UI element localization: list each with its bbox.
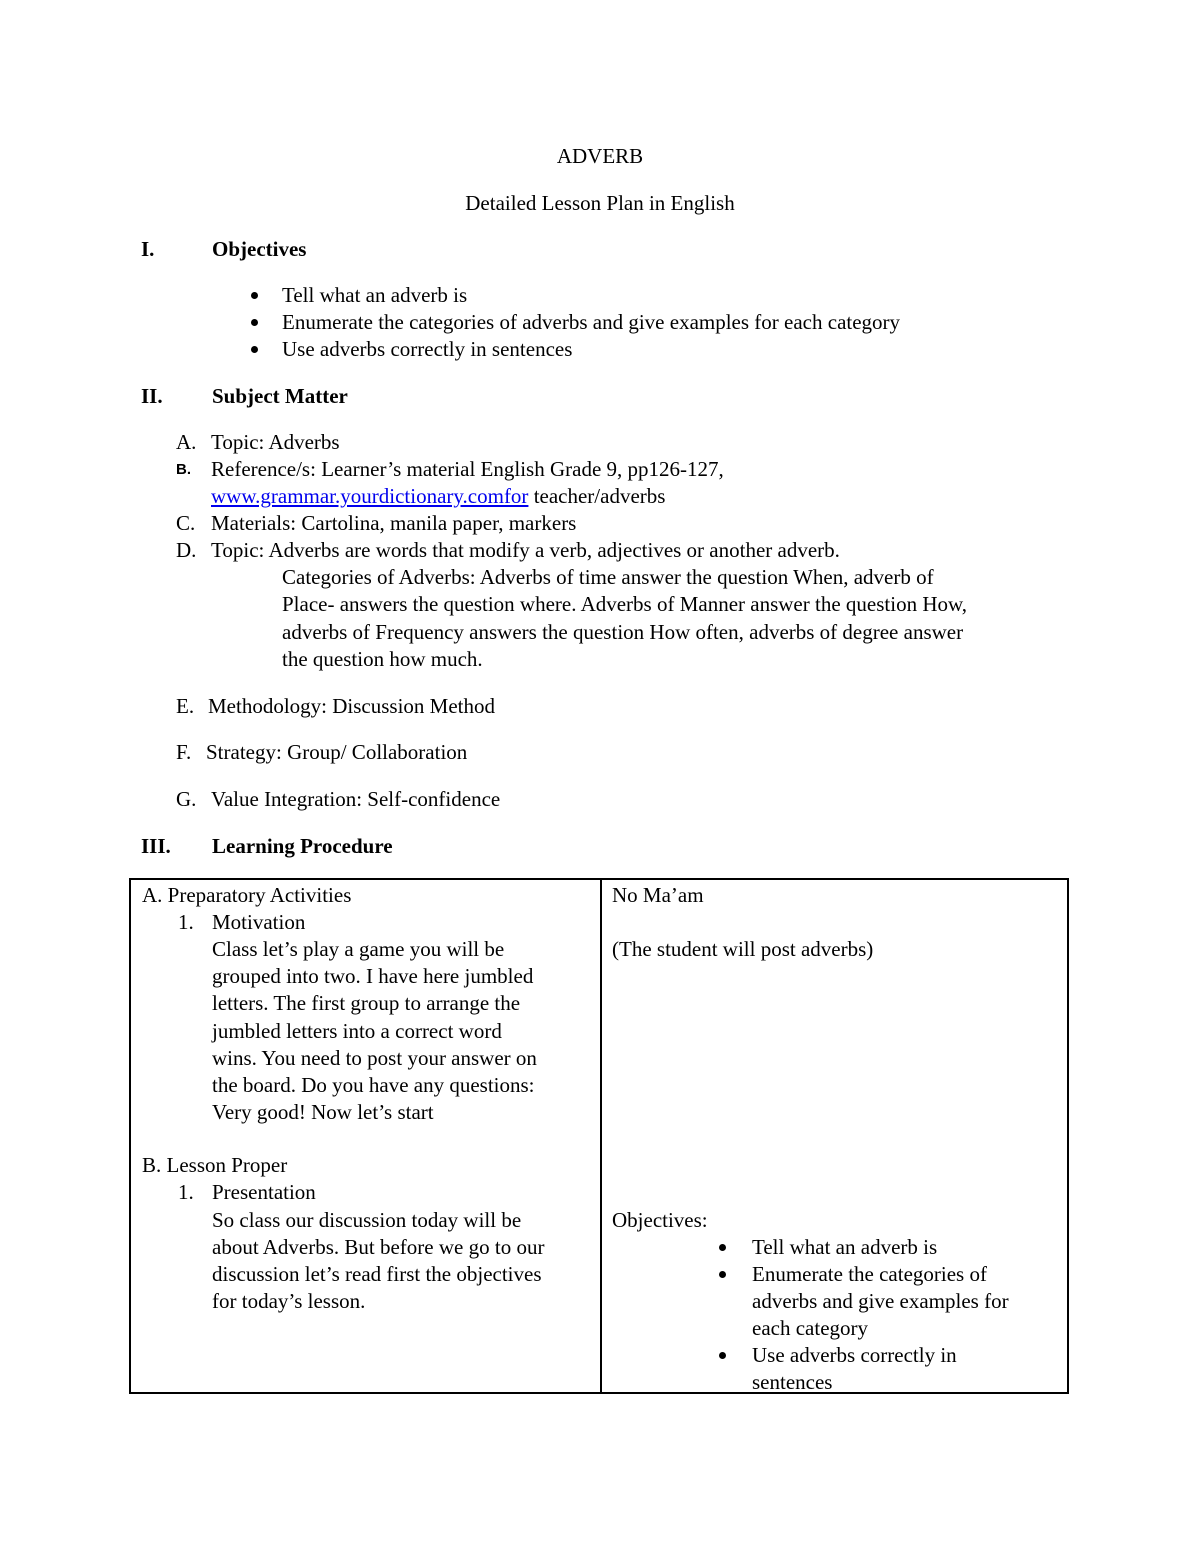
- objective-item: Use adverbs correctly in sentences: [282, 337, 573, 361]
- categories-line: the question how much.: [282, 647, 483, 671]
- list-label-a: A.: [176, 430, 197, 454]
- categories-line: Place- answers the question where. Adverbs of Manner answer the question How,: [282, 592, 968, 616]
- categories-line: adverbs of Frequency answers the question How often, adverbs of degree answer: [282, 620, 964, 644]
- materials-line: Materials: Cartolina, manila paper, markers: [211, 511, 577, 535]
- table-objective-item: Use adverbs correctly in: [752, 1343, 957, 1367]
- section-heading-objectives: Objectives: [212, 237, 307, 261]
- presentation-number: 1.: [178, 1180, 194, 1204]
- motivation-line: grouped into two. I have here jumbled: [212, 964, 534, 988]
- student-reply: No Ma’am: [612, 883, 704, 907]
- table-objective-item: Tell what an adverb is: [752, 1235, 938, 1259]
- motivation-line: the board. Do you have any questions:: [212, 1073, 535, 1097]
- list-label-c: C.: [176, 511, 196, 535]
- bullet-icon: [719, 1352, 726, 1359]
- table-objective-item: adverbs and give examples for: [752, 1289, 1009, 1313]
- bullet-icon: [251, 319, 258, 326]
- section-numeral-objectives: I.: [141, 237, 155, 261]
- motivation-line: Class let’s play a game you will be: [212, 937, 505, 961]
- motivation-line: Very good! Now let’s start: [212, 1100, 434, 1124]
- topic-line: Topic: Adverbs: [211, 430, 340, 454]
- list-label-e: E.: [176, 694, 195, 718]
- list-label-g: G.: [176, 787, 197, 811]
- table-objective-item: each category: [752, 1316, 869, 1340]
- value-integration-line: Value Integration: Self-confidence: [211, 787, 501, 811]
- objective-item: Tell what an adverb is: [282, 283, 468, 307]
- table-objective-item: sentences: [752, 1370, 833, 1394]
- motivation-line: letters. The first group to arrange the: [212, 991, 521, 1015]
- table-objective-item: Enumerate the categories of: [752, 1262, 987, 1286]
- reference-link[interactable]: www.grammar.yourdictionary.comfor: [211, 484, 529, 508]
- categories-line: Categories of Adverbs: Adverbs of time answer the question When, adverb of: [282, 565, 934, 589]
- section-numeral-procedure: III.: [141, 834, 171, 858]
- reference-line: Reference/s: Learner’s material English Grade 9, pp126-127,: [211, 457, 724, 481]
- presentation-line: discussion let’s read first the objectives: [212, 1262, 542, 1286]
- list-label-d: D.: [176, 538, 197, 562]
- presentation-line: for today’s lesson.: [212, 1289, 366, 1313]
- reference-link-tail: teacher/adverbs: [528, 484, 666, 508]
- section-heading-procedure: Learning Procedure: [212, 834, 393, 858]
- section-heading-subject-matter: Subject Matter: [212, 384, 348, 408]
- section-numeral-subject-matter: II.: [141, 384, 163, 408]
- reference-link-line: [211, 483, 665, 510]
- doc-subtitle: Detailed Lesson Plan in English: [465, 191, 735, 215]
- list-label-f: F.: [176, 740, 192, 764]
- lesson-proper-heading: B. Lesson Proper: [142, 1153, 288, 1177]
- presentation-heading: Presentation: [212, 1180, 316, 1204]
- motivation-number: 1.: [178, 910, 194, 934]
- methodology-line: Methodology: Discussion Method: [208, 694, 495, 718]
- topic-definition-line: Topic: Adverbs are words that modify a verb, adjectives or another adverb.: [211, 538, 840, 562]
- bullet-icon: [251, 292, 258, 299]
- procedure-table: [129, 878, 1069, 1394]
- objective-item: Enumerate the categories of adverbs and give examples for each category: [282, 310, 901, 334]
- student-action: (The student will post adverbs): [612, 937, 874, 961]
- motivation-line: jumbled letters into a correct word: [212, 1019, 502, 1043]
- doc-title: ADVERB: [556, 144, 644, 168]
- bullet-icon: [251, 346, 258, 353]
- table-column-divider: [600, 880, 602, 1392]
- preparatory-activities-heading: A. Preparatory Activities: [142, 883, 352, 907]
- objectives-label: Objectives:: [612, 1208, 708, 1232]
- strategy-line: Strategy: Group/ Collaboration: [206, 740, 468, 764]
- bullet-icon: [719, 1271, 726, 1278]
- presentation-line: So class our discussion today will be: [212, 1208, 522, 1232]
- presentation-line: about Adverbs. But before we go to our: [212, 1235, 545, 1259]
- bullet-icon: [719, 1244, 726, 1251]
- motivation-heading: Motivation: [212, 910, 306, 934]
- motivation-line: wins. You need to post your answer on: [212, 1046, 537, 1070]
- list-label-b: B.: [176, 461, 191, 478]
